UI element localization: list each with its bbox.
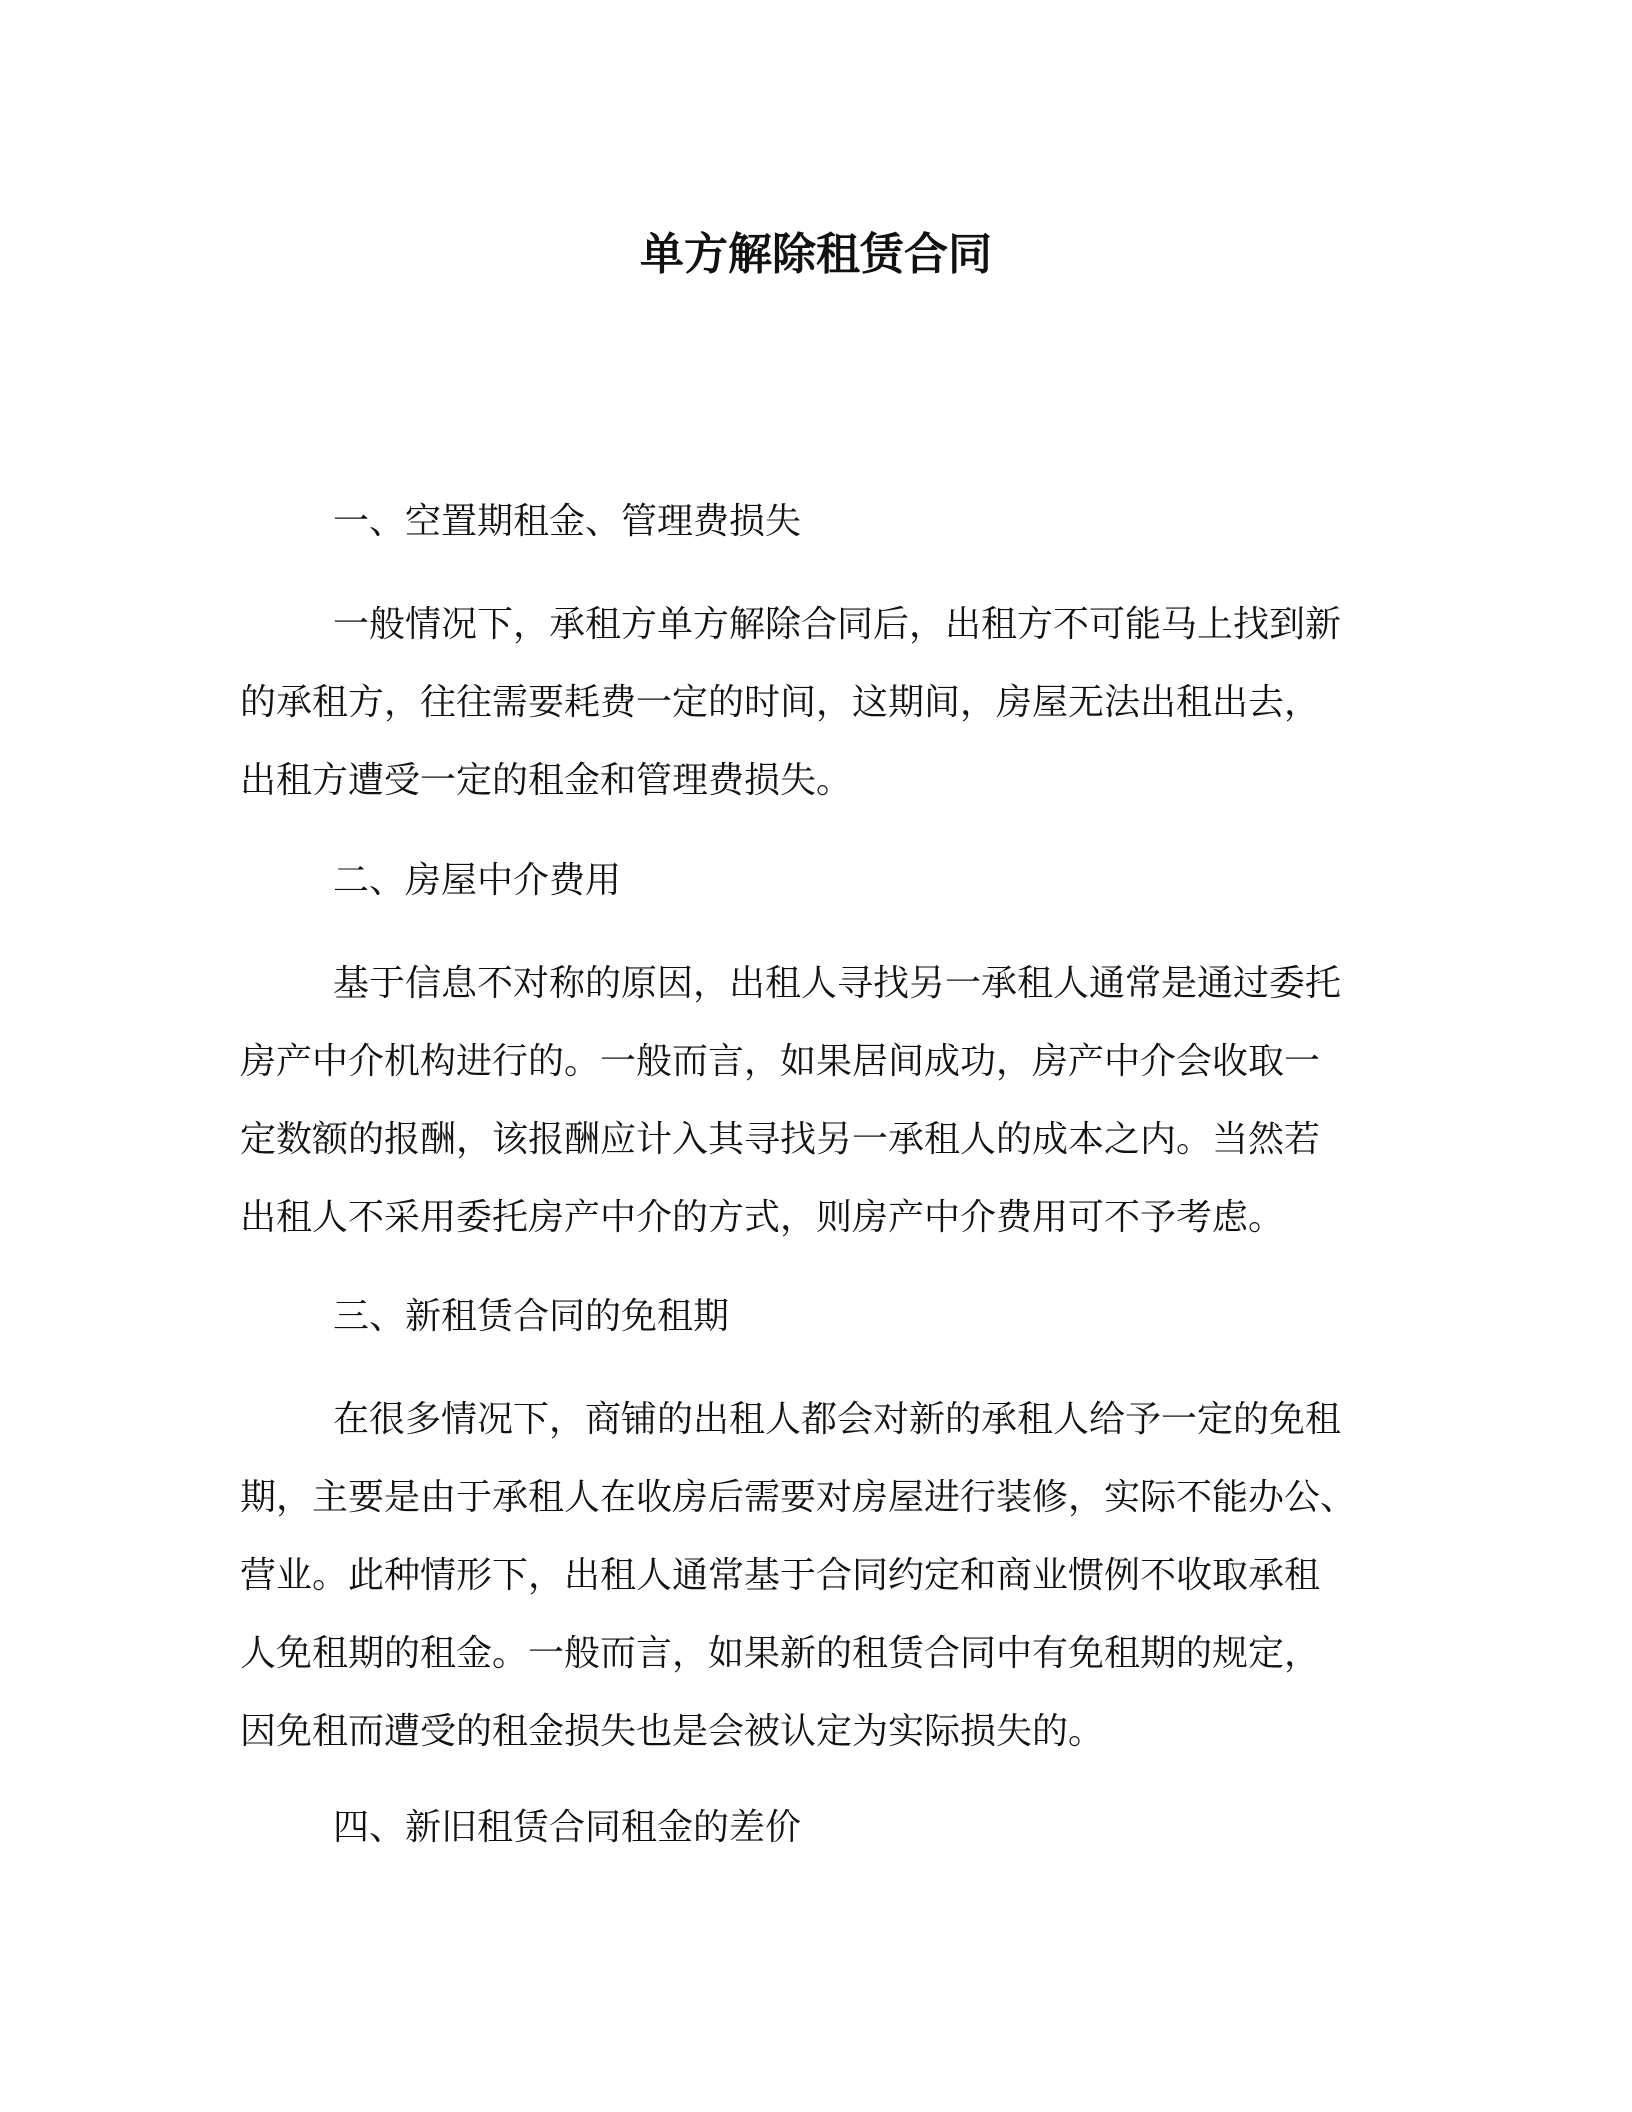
paragraph-line: 的承租方，往往需要耗费一定的时间，这期间，房屋无法出租出去， — [240, 682, 1321, 723]
section-heading: 一、空置期租金、管理费损失 — [333, 501, 802, 542]
section-heading: 二、房屋中介费用 — [333, 860, 622, 901]
paragraph-line: 出租方遭受一定的租金和管理费损失。 — [240, 760, 853, 801]
paragraph-line: 因免租而遭受的租金损失也是会被认定为实际损失的。 — [240, 1711, 1105, 1752]
paragraph-line: 房产中介机构进行的。一般而言，如果居间成功，房产中介会收取一 — [240, 1041, 1321, 1082]
section-paragraph — [240, 586, 1380, 820]
paragraph-line: 基于信息不对称的原因，出租人寻找另一承租人通常是通过委托 — [333, 963, 1342, 1004]
document-title: 单方解除租赁合同 — [640, 229, 992, 280]
paragraph-line: 定数额的报酬，该报酬应计入其寻找另一承租人的成本之内。当然若 — [240, 1119, 1321, 1160]
paragraph-line: 一般情况下，承租方单方解除合同后，出租方不可能马上找到新 — [333, 604, 1342, 645]
paragraph-line: 营业。此种情形下，出租人通常基于合同约定和商业惯例不收取承租 — [240, 1555, 1321, 1596]
section-heading: 三、新租赁合同的免租期 — [333, 1296, 730, 1337]
section-paragraph — [240, 945, 1380, 1257]
section-heading: 四、新旧租赁合同租金的差价 — [333, 1807, 802, 1848]
paragraph-line: 人免租期的租金。一般而言，如果新的租赁合同中有免租期的规定， — [240, 1633, 1321, 1674]
section-paragraph — [240, 1381, 1380, 1771]
paragraph-line: 期，主要是由于承租人在收房后需要对房屋进行装修，实际不能办公、 — [240, 1477, 1357, 1518]
paragraph-line: 出租人不采用委托房产中介的方式，则房产中介费用可不予考虑。 — [240, 1197, 1285, 1238]
paragraph-line: 在很多情况下，商铺的出租人都会对新的承租人给予一定的免租 — [333, 1399, 1342, 1440]
